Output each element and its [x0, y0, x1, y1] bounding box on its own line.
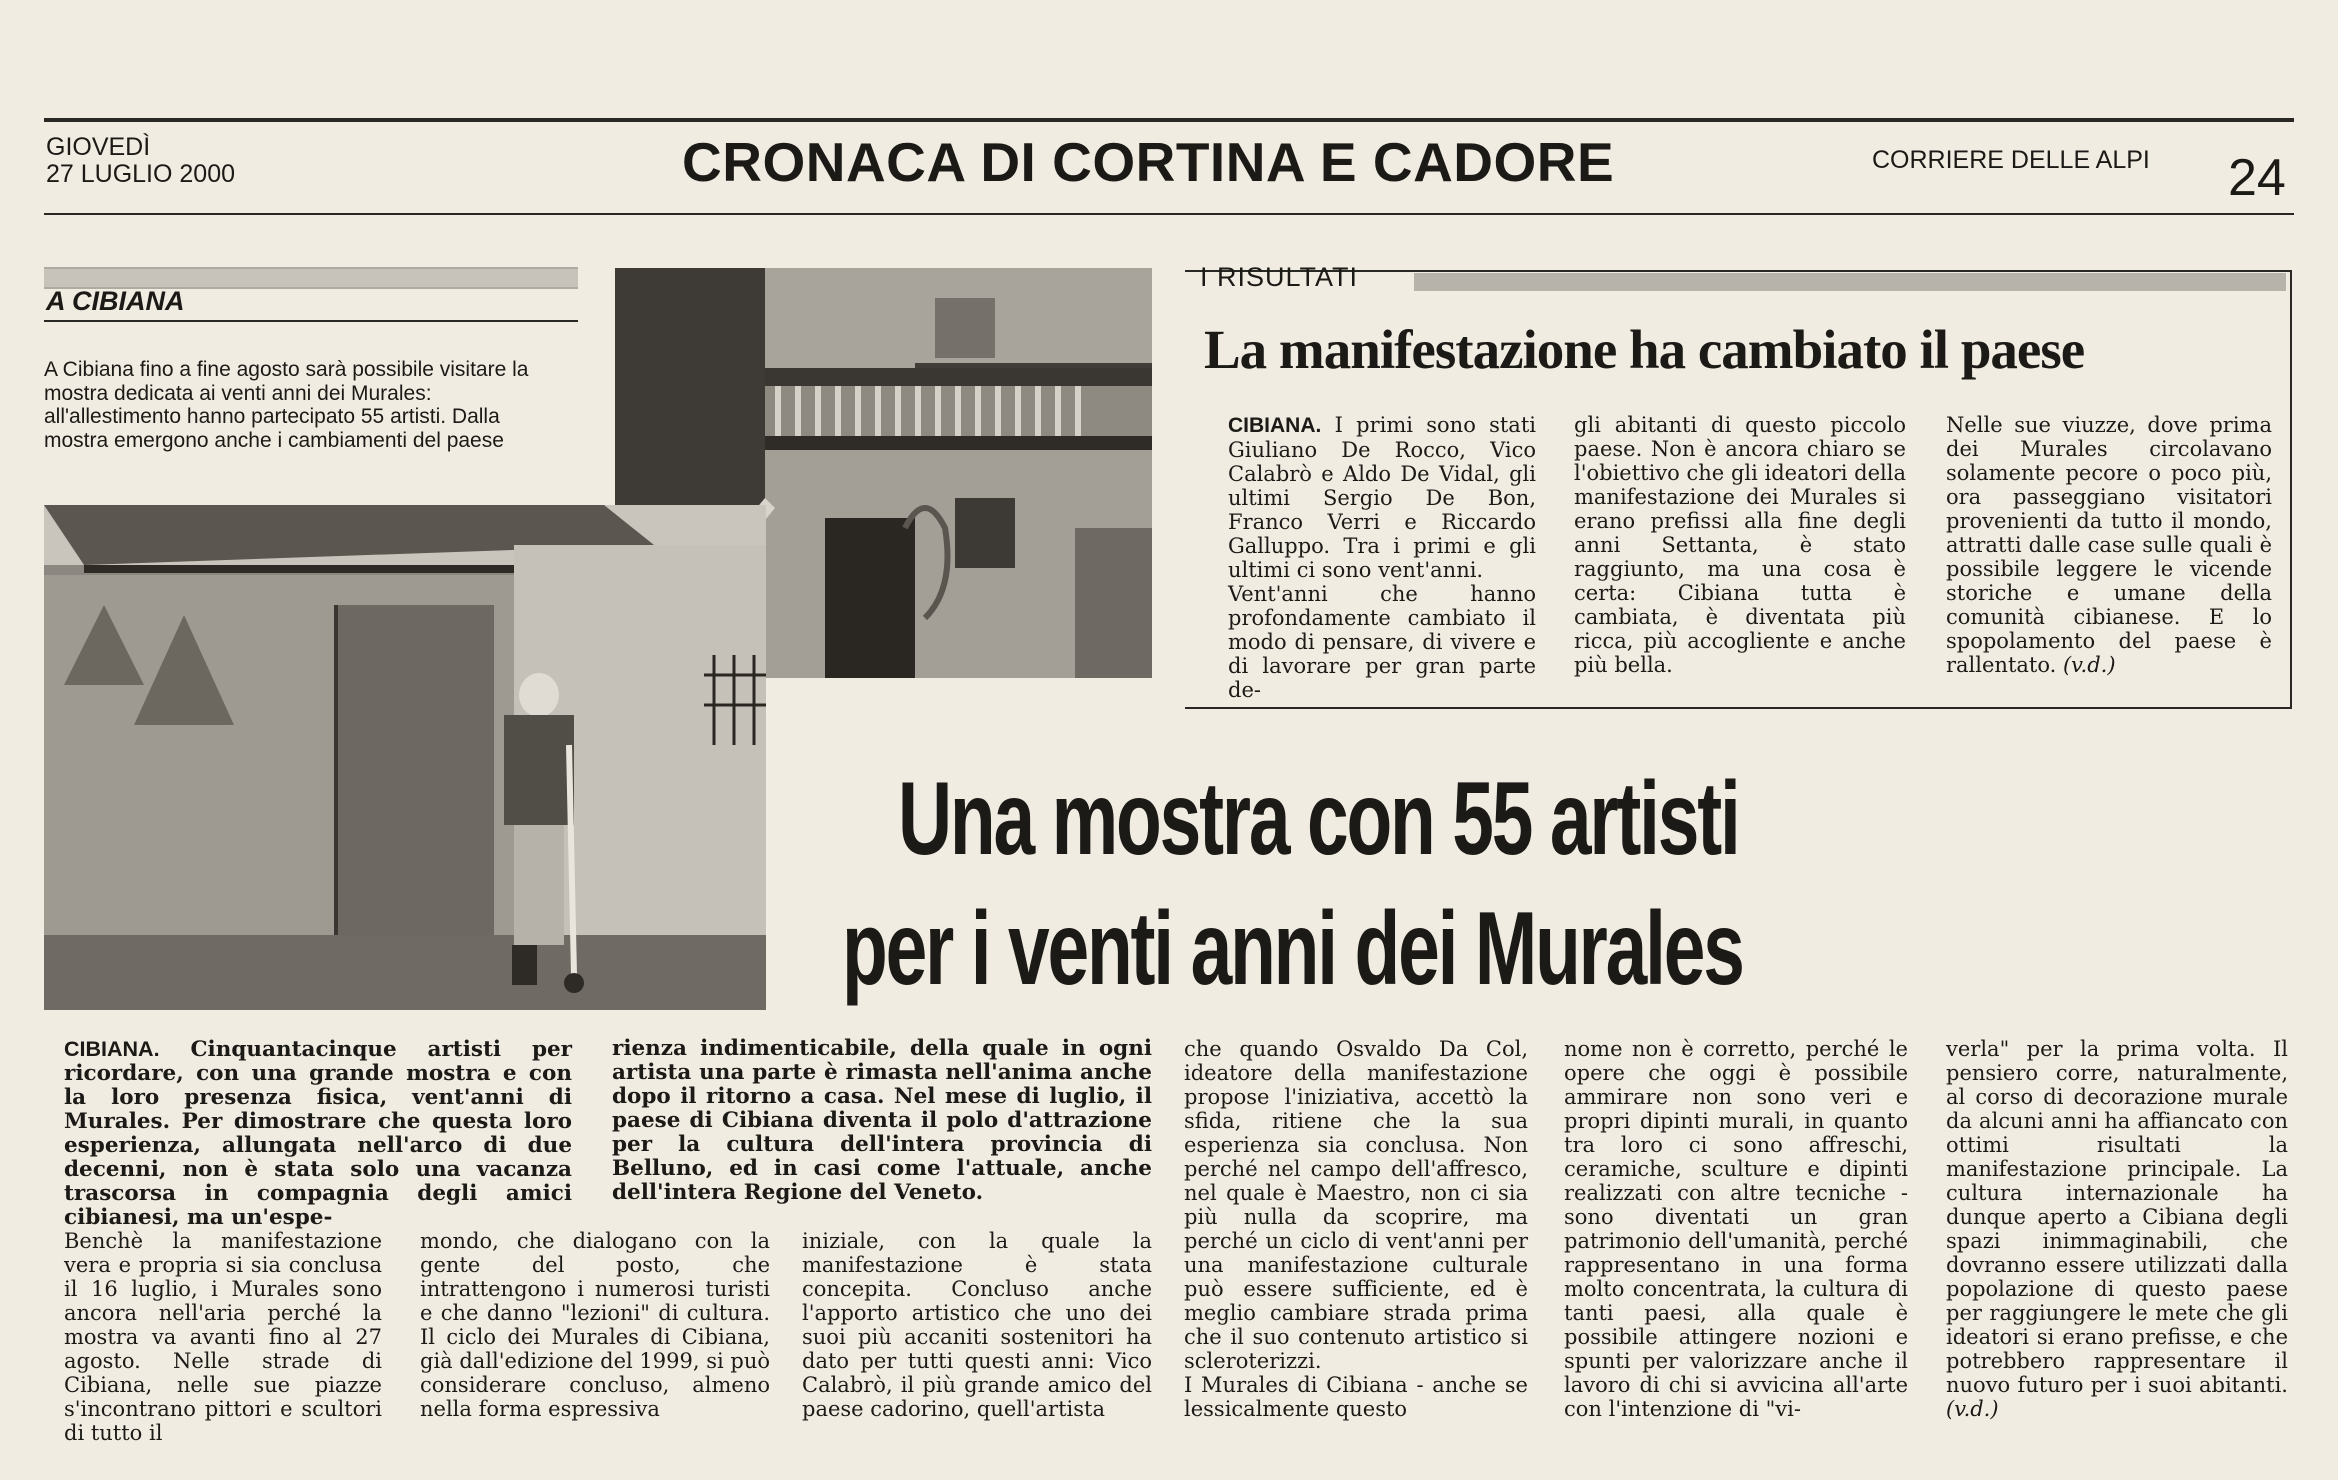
- article-lead-part-1: [64, 1037, 572, 1230]
- article-column-6: [1946, 1037, 2288, 1421]
- article-col3-text: iniziale, con la quale la manifestazione è stata concepita. Concluso anche l'apporto artistico che uno dei suoi più accaniti sostenitori ha dato per tutti questi anni: Vico Calabrò, il più grande amico del paese cadorino, quell'artista: [802, 1229, 1152, 1421]
- header-bottom-rule: [44, 213, 2294, 215]
- article-column-5: [1564, 1037, 1908, 1421]
- article-col4-text: che quando Osvaldo Da Col, ideatore della manifestazione propose l'iniziativa, accettò la sfida, ritiene che la sua esperienza sia conclusa. Non perché nel campo dell'affresco, nel quale è Maestro, non ci sia più nulla da scoprire, ma perché un ciclo di vent'anni per una manifestazione culturale può essere sufficiente, ed è meglio cambiare strada prima che il suo contenuto artistico si scleroterizzi.: [1184, 1037, 1528, 1373]
- results-col3-text: Nelle sue viuzze, dove prima dei Murales circolavano solamente pecore o poco più, ora passeggiano visitatori provenienti da tutto il mondo, attratti dalle case sulle quali è possibile leggere le vicende storiche e umane della comunità cibianese. E lo spopolamento del paese è rallentato.: [1946, 413, 2272, 677]
- newspaper-name: CORRIERE DELLE ALPI: [1872, 146, 2150, 174]
- article-column-1: [64, 1229, 382, 1445]
- article-column-3: [802, 1229, 1152, 1421]
- header-date: 27 LUGLIO 2000: [46, 160, 236, 188]
- results-col1-paragraph-2: Vent'anni che hanno profondamente cambiato il modo di pensare, di vivere e di lavorare per gran parte de-: [1228, 582, 1536, 702]
- article-dateline: CIBIANA.: [64, 1037, 160, 1061]
- article-column-2: [420, 1229, 770, 1421]
- results-column-2: [1574, 413, 1906, 677]
- headline-line-2: per i venti anni dei Murales: [842, 891, 1743, 1007]
- photo-caption: A Cibiana fino a fine agosto sarà possibile visitare la mostra dedicata ai venti anni dei Murales: all'allestimento hanno partecipato 55 artisti. Dalla mostra emergono anche i cambiamenti del paese: [44, 358, 529, 452]
- photo-mural-painter-image: [44, 505, 766, 1010]
- results-col2-text: gli abitanti di questo piccolo paese. Non è ancora chiaro se l'obiettivo che gli ideatori della manifestazione dei Murales si erano prefissi alla fine degli anni Settanta, è stato raggiunto, ma una cosa è certa: Cibiana tutta è cambiata, è diventata più ricca, più accogliente e anche più bella.: [1574, 413, 1906, 677]
- article-lead-text-1: Cinquantacinque artisti per ricordare, con una grande mostra e con la loro presenza fisica, vent'anni di Murales. Per dimostrare che questa loro esperienza, allungata nell'arco di due decenni, non è stata solo una vacanza trascorsa in compagnia degli amici cibianesi, ma un'espe-: [64, 1037, 572, 1230]
- article-col4-paragraph-2: I Murales di Cibiana - anche se lessicalmente questo: [1184, 1373, 1528, 1421]
- caption-kicker: A CIBIANA: [46, 286, 185, 316]
- article-lead-text-2: rienza indimenticabile, della quale in ogni artista una parte è rimasta nell'anima anche dopo il ritorno a casa. Nel mese di luglio, il paese di Cibiana diventa il polo d'attrazione per la cultura dell'intera provincia di Belluno, ed in casi come l'attuale, anche dell'intera Regione del Veneto.: [612, 1036, 1152, 1205]
- results-column-1: [1228, 413, 1536, 702]
- results-title: La manifestazione ha cambiato il paese: [1204, 319, 2085, 380]
- article-lead-part-2: [612, 1037, 1152, 1205]
- article-column-4: [1184, 1037, 1528, 1421]
- results-kicker: I RISULTATI: [1200, 262, 1359, 292]
- article-signature: (v.d.): [1946, 1397, 1999, 1421]
- results-gray-bar: [1414, 273, 2286, 291]
- results-col1-text: I primi sono stati Giuliano De Rocco, Vico Calabrò e Aldo De Vidal, gli ultimi Sergio De Bon, Franco Verri e Riccardo Galluppo. Tra i primi e gli ultimi ci sono vent'anni.: [1228, 413, 1536, 582]
- article-col5-text: nome non è corretto, perché le opere che oggi è possibile ammirare non sono veri e propri dipinti murali, in quanto tra loro ci sono affreschi, ceramiche, sculture e dipinti realizzati con altre tecniche - sono diventati un gran patrimonio dell'umanità, perché rappresentano in una forma molto concentrata, la cultura di tanti paesi, alla quale è possibile attingere nozioni e spunti per valorizzare anche il lavoro di chi si avvicina all'arte con l'intenzione di "vi-: [1564, 1037, 1908, 1421]
- results-column-3: [1946, 413, 2272, 677]
- header-top-rule: [44, 118, 2294, 122]
- section-title: CRONACA DI CORTINA E CADORE: [682, 131, 1615, 193]
- header-weekday: GIOVEDÌ: [46, 133, 151, 161]
- article-col2-text: mondo, che dialogano con la gente del posto, che intrattengono i numerosi turisti e che danno "lezioni" di cultura. Il ciclo dei Murales di Cibiana, già dall'edizione del 1999, si può considerare concluso, almeno nella forma espressiva: [420, 1229, 770, 1421]
- photo-mural-painter: [44, 505, 766, 1010]
- caption-rule: [44, 320, 578, 322]
- page-number: 24: [2228, 149, 2286, 207]
- article-col6-text: verla" per la prima volta. Il pensiero corre, naturalmente, al corso di decorazione murale da alcuni anni ha affiancato con ottimi risultati la manifestazione principale. La cultura internazionale ha dunque aperto a Cibiana degli spazi inimmaginabili, che dovranno essere utilizzati dalla popolazione di questo paese per raggiungere le mete che gli ideatori si erano prefisse, e che potrebbero rappresentare il nuovo futuro per i suoi abitanti.: [1946, 1037, 2288, 1397]
- headline-line-1: Una mostra con 55 artisti: [898, 761, 1739, 877]
- results-signature: (v.d.): [2062, 653, 2116, 677]
- results-dateline: CIBIANA.: [1228, 414, 1322, 437]
- header-date-block: [46, 134, 235, 188]
- article-col1-text: Benchè la manifestazione vera e propria si sia conclusa il 16 luglio, i Murales sono ancora nell'aria perché la mostra va avanti fino al 27 agosto. Nelle strade di Cibiana, nelle sue piazze s'incontrano pittori e scultori di tutto il: [64, 1229, 382, 1445]
